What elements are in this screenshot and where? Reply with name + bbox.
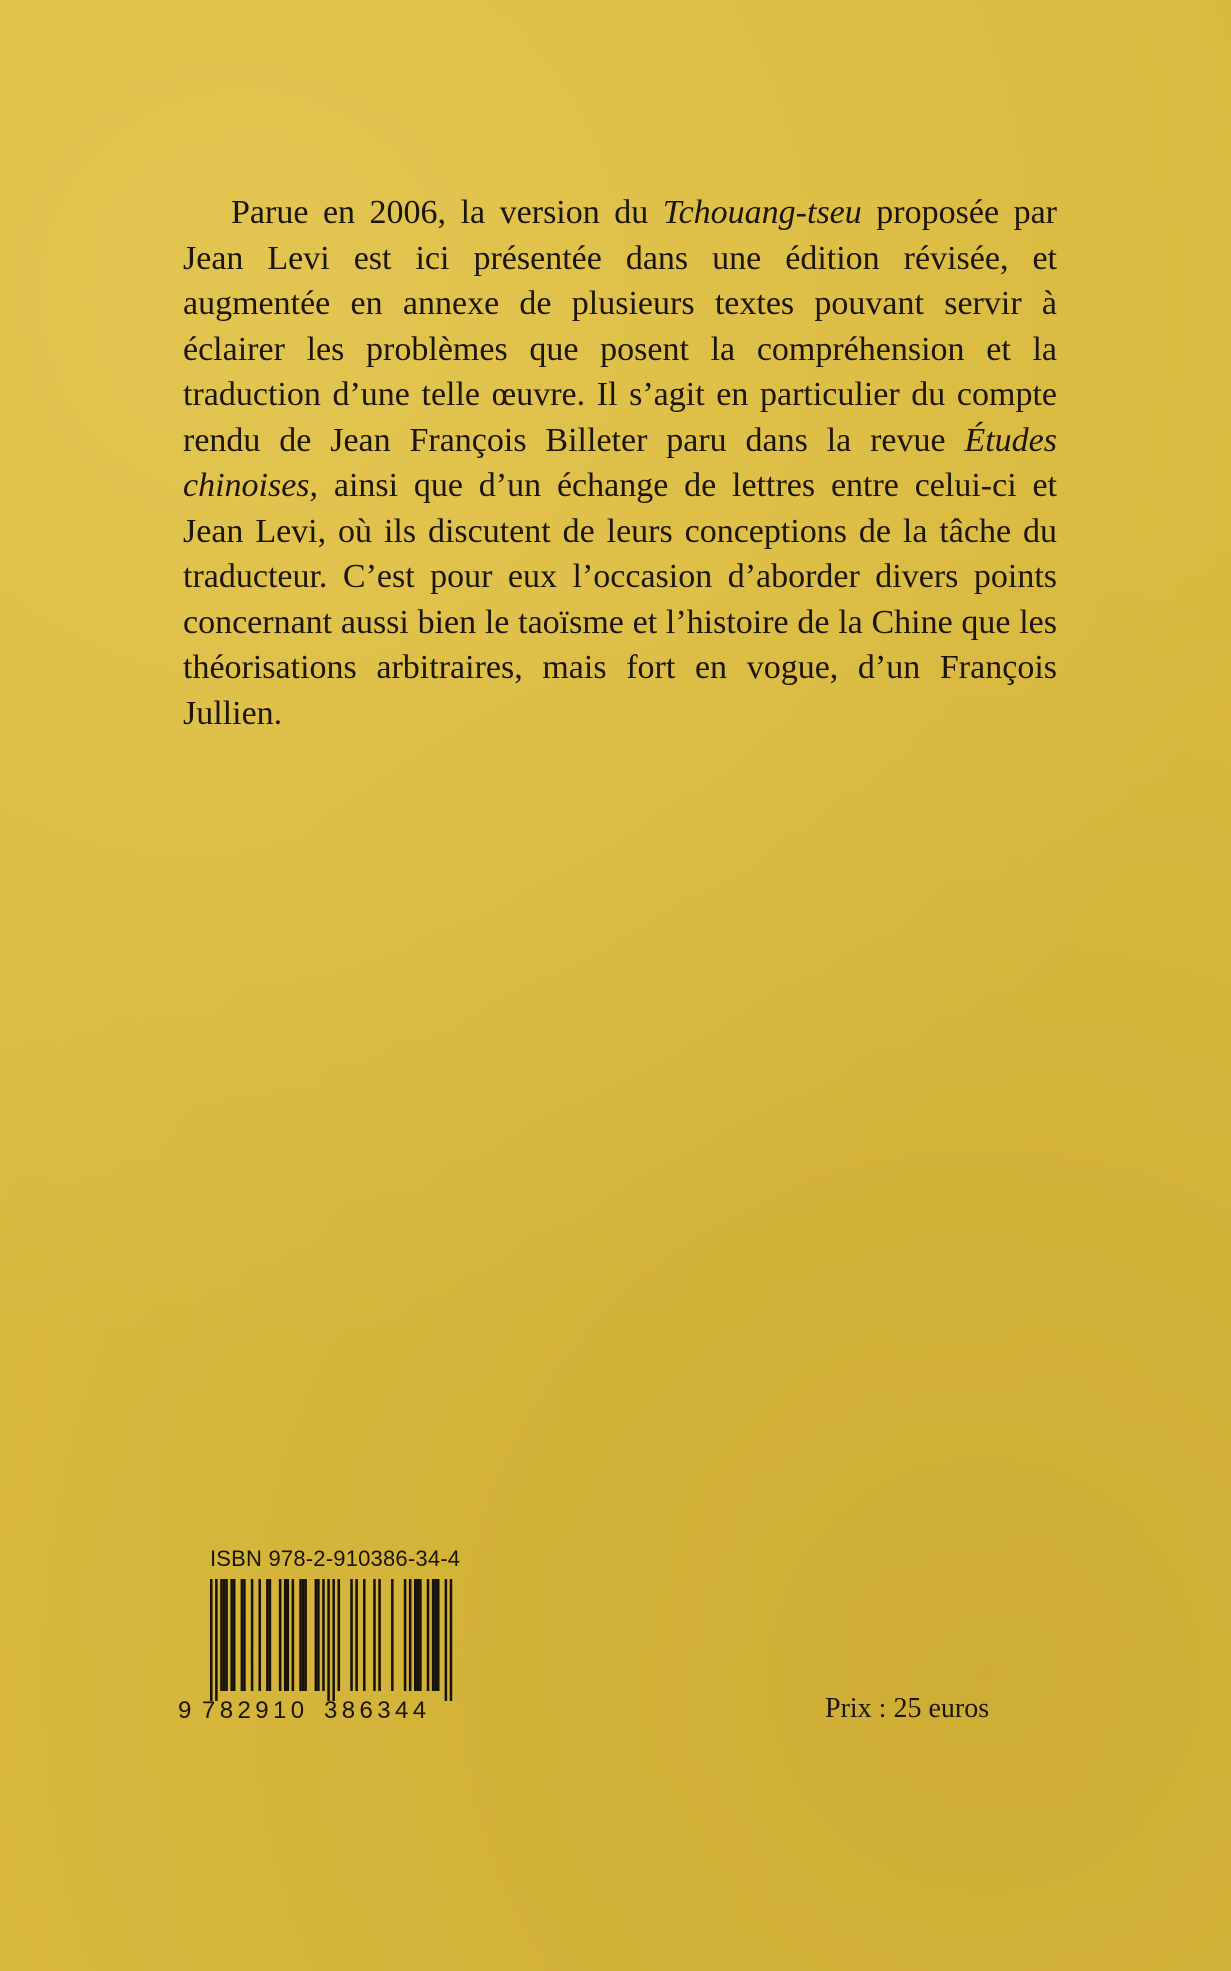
barcode-bar (450, 1579, 453, 1701)
barcode-bar (409, 1579, 412, 1691)
barcode-bar (445, 1579, 448, 1701)
barcode-bar (322, 1579, 325, 1691)
barcode-bar (404, 1579, 407, 1691)
blurb-part-3: ainsi que d’un échange de lettres entre celui-ci et Jean Levi, où ils discutent de leurs conceptions de la tâche du traducteur. C’est pour eux l’occasion d’aborder divers points concernant aussi bien le taoïsme et l’histoire de la Chine que les théorisations arbitraires, mais fort en vogue, d’un François Jullien. (183, 467, 1057, 732)
isbn-label: ISBN 978-2-910386-34-4 (210, 1546, 461, 1571)
barcode-bar (432, 1579, 435, 1691)
barcode-bar (378, 1579, 381, 1691)
barcode-digits-right: 386344 (324, 1697, 431, 1724)
barcode (176, 1575, 476, 1725)
barcode-bar (223, 1579, 226, 1691)
barcode-bar (243, 1579, 246, 1691)
barcode-bar (350, 1579, 353, 1691)
barcode-bar (332, 1579, 335, 1701)
barcode-bar (302, 1579, 305, 1691)
barcode-bar (284, 1579, 287, 1691)
barcode-bar (241, 1579, 244, 1691)
barcode-bar (414, 1579, 417, 1691)
barcode-bar (327, 1579, 330, 1701)
barcode-bar (363, 1579, 366, 1691)
barcode-bar (258, 1579, 261, 1691)
barcode-bar (338, 1579, 341, 1691)
barcode-bar (304, 1579, 307, 1691)
barcode-bar (419, 1579, 422, 1691)
barcode-digit-lead: 9 (178, 1697, 192, 1724)
blurb-paragraph (183, 190, 1057, 736)
barcode-bar (220, 1579, 223, 1691)
barcode-bar (225, 1579, 228, 1691)
back-cover-blurb (183, 190, 1057, 736)
barcode-bar (299, 1579, 302, 1691)
barcode-digits-left: 782910 (202, 1697, 309, 1724)
barcode-bar (230, 1579, 233, 1691)
barcode-bar (355, 1579, 358, 1691)
barcode-bar (434, 1579, 437, 1691)
barcode-bar (215, 1579, 218, 1701)
barcode-bar (292, 1579, 295, 1691)
blurb-part-2: proposée par Jean Levi est ici présentée dans une édition révisée, et augmentée en annexe de plusieurs textes pouvant servir à éclairer les problèmes que posent la compréhension et la traduction d’une telle œuvre. Il s’agit en particulier du compte rendu de Jean François Billeter paru dans la revue (183, 194, 1057, 459)
barcode-bar (287, 1579, 290, 1691)
blurb-intro: Parue en 2006, la version du (231, 194, 663, 231)
barcode-bar (266, 1579, 269, 1691)
barcode-bar (391, 1579, 394, 1691)
price: Prix : 25 euros (825, 1693, 990, 1724)
barcode-bar (251, 1579, 254, 1691)
journal-title: Études chinoises, (183, 421, 1057, 504)
barcode-bar (317, 1579, 320, 1691)
barcode-bar (233, 1579, 236, 1691)
barcode-bar (417, 1579, 420, 1691)
barcode-bar (269, 1579, 272, 1691)
barcode-bar (315, 1579, 318, 1691)
barcode-bar (279, 1579, 282, 1691)
book-title: Tchouang-tseu (662, 194, 862, 231)
barcode-bar (437, 1579, 440, 1691)
barcode-bar (210, 1579, 213, 1701)
barcode-bar (373, 1579, 376, 1691)
barcode-bar (427, 1579, 430, 1691)
